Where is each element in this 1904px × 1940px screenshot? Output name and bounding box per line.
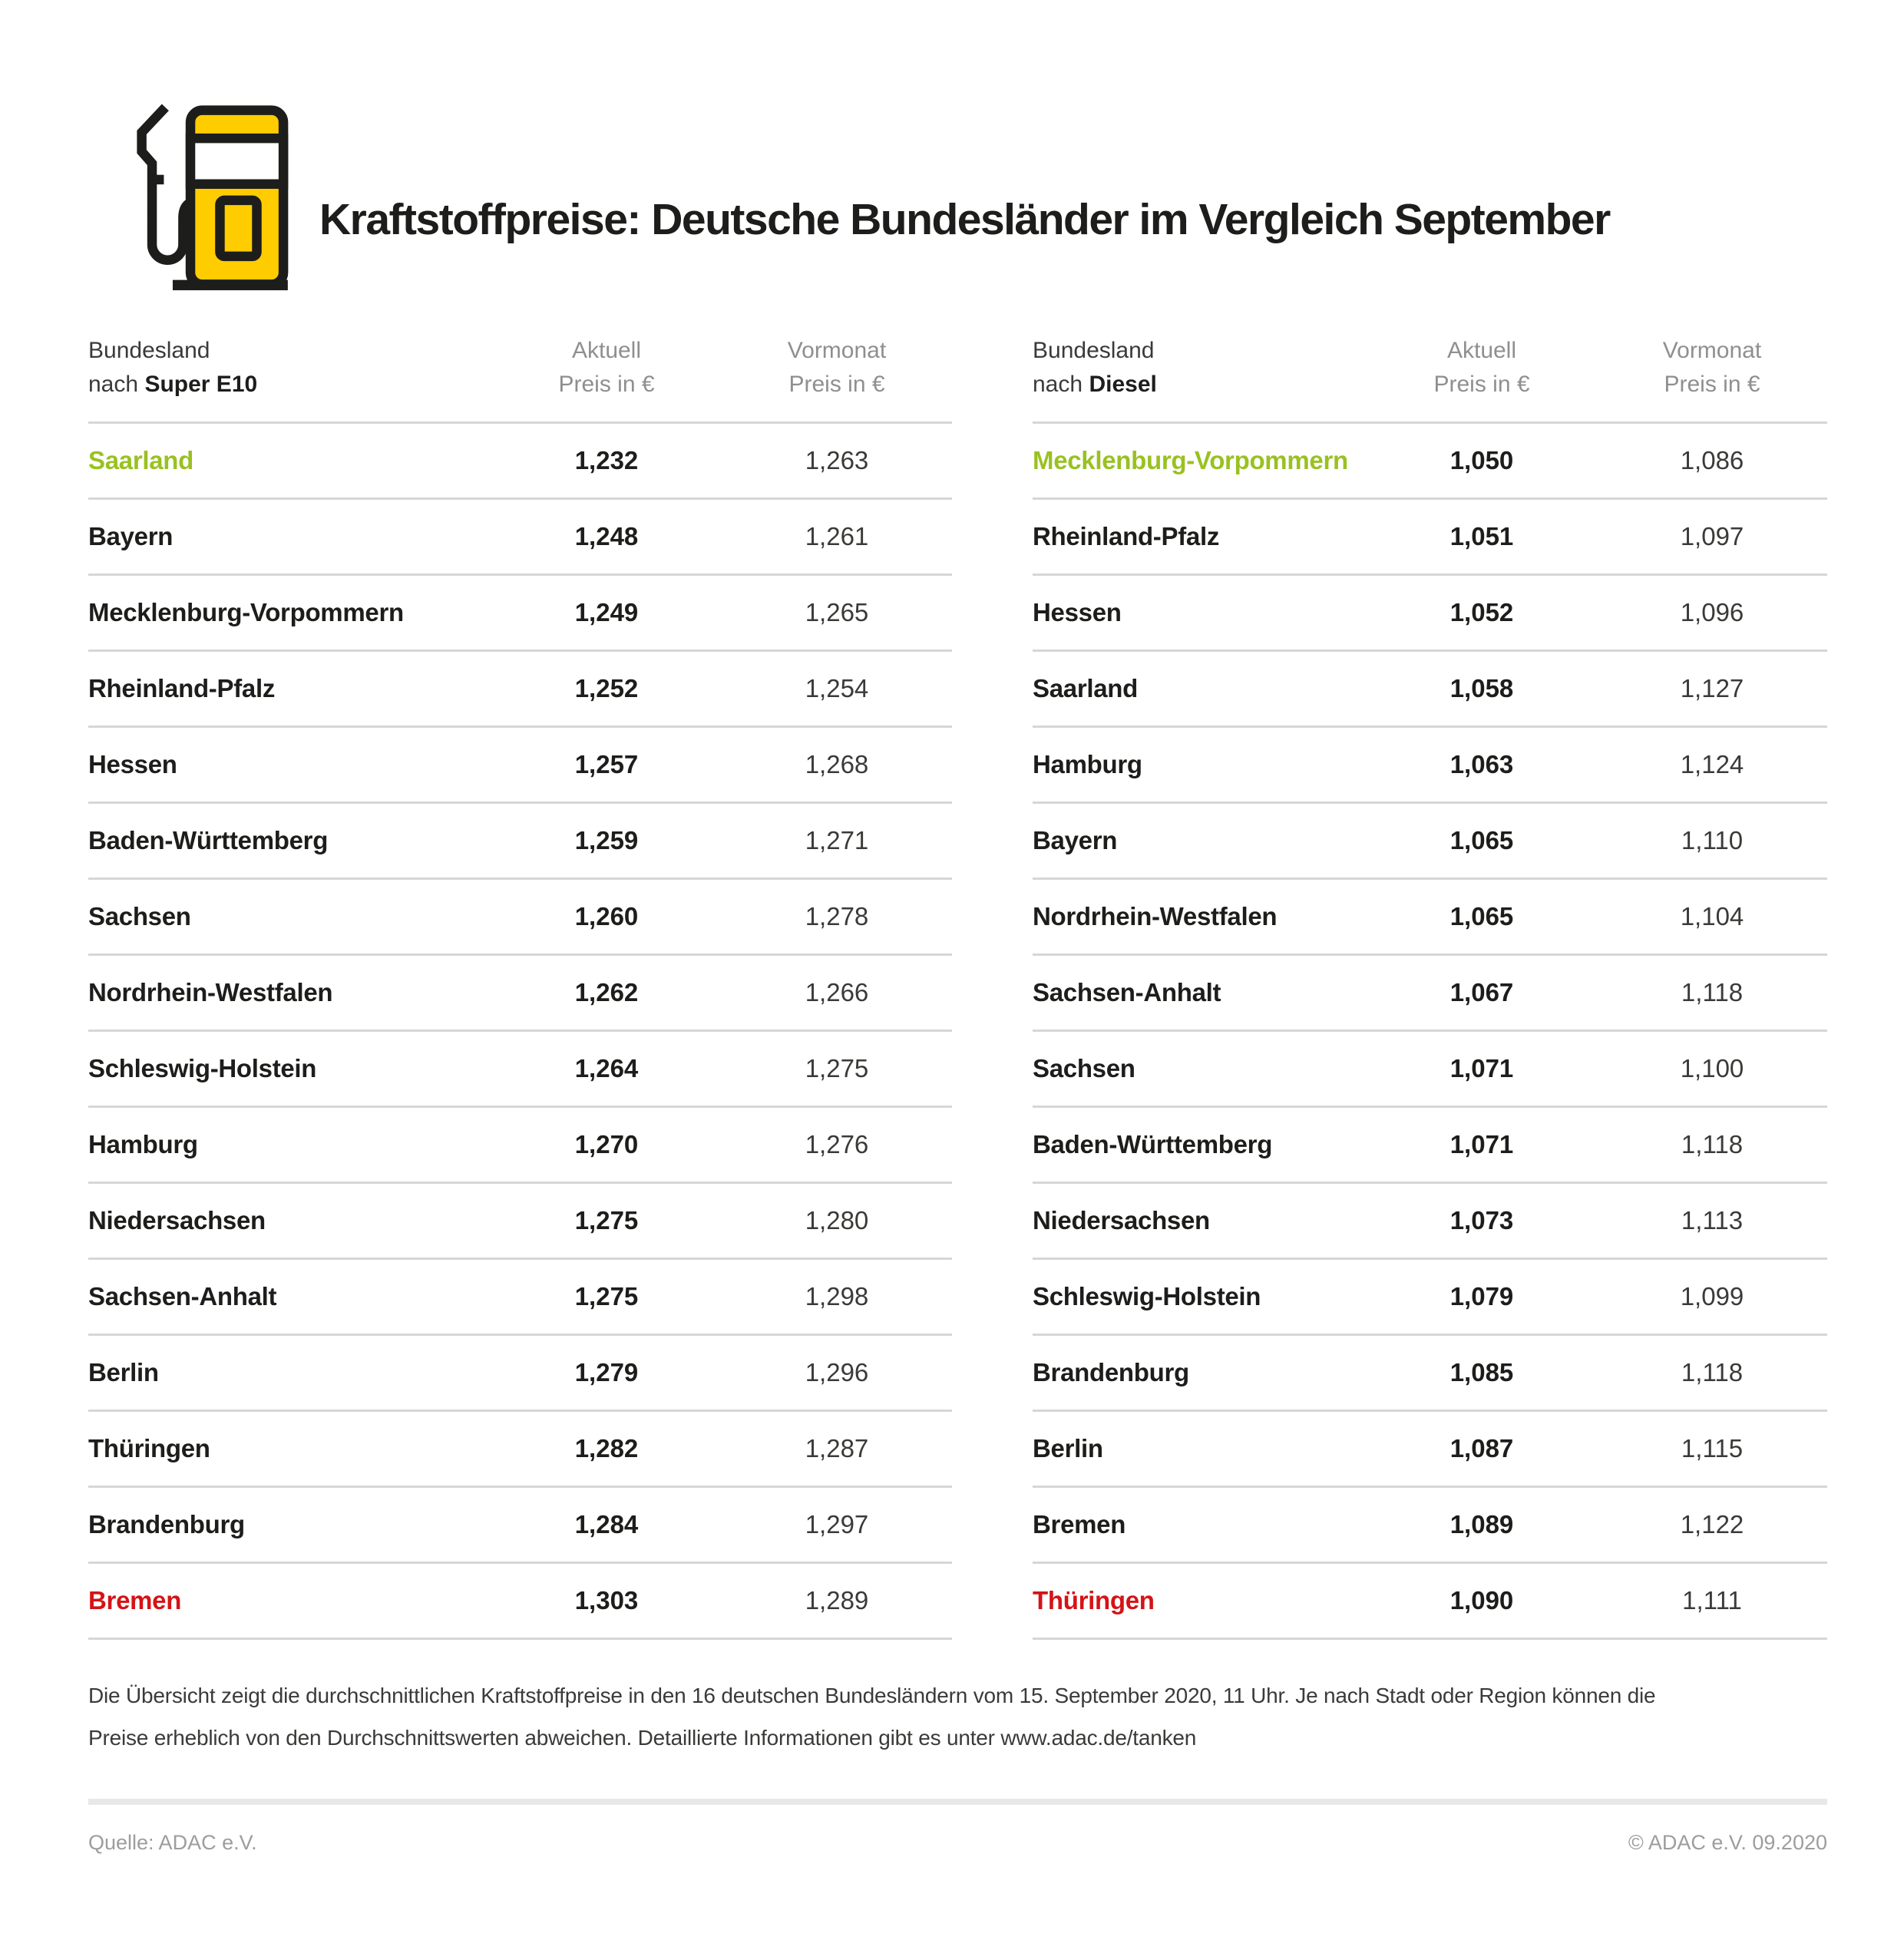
vormonat-price-cell: 1,280 bbox=[805, 1206, 869, 1234]
aktuell-price-cell: 1,264 bbox=[574, 1054, 639, 1082]
table-row bbox=[1033, 956, 1827, 1032]
fuel-pump-icon bbox=[134, 100, 304, 299]
aktuell-price-cell: 1,090 bbox=[1449, 1586, 1514, 1614]
table-row bbox=[1033, 1564, 1827, 1640]
aktuell-price-cell: 1,052 bbox=[1449, 598, 1514, 626]
column-header-aktuell: Aktuell Preis in € bbox=[1433, 338, 1530, 397]
vormonat-price-cell: 1,115 bbox=[1681, 1434, 1744, 1462]
table-row bbox=[1033, 1032, 1827, 1108]
table-row bbox=[1033, 576, 1827, 652]
column-header-bundesland bbox=[88, 334, 491, 402]
table-row bbox=[88, 880, 952, 956]
aktuell-price-cell: 1,050 bbox=[1449, 446, 1514, 474]
aktuell-price-cell: 1,249 bbox=[574, 598, 639, 626]
vormonat-price-cell: 1,118 bbox=[1681, 1130, 1744, 1158]
table-row bbox=[1033, 500, 1827, 576]
nach-label: nach bbox=[88, 372, 139, 397]
bundesland-cell: Sachsen-Anhalt bbox=[1033, 978, 1221, 1006]
table-row bbox=[1033, 1260, 1827, 1336]
footer bbox=[88, 1831, 1827, 1855]
table-header bbox=[88, 334, 952, 424]
fuel-type-label: Super E10 bbox=[144, 372, 258, 397]
vormonat-price-cell: 1,276 bbox=[805, 1130, 869, 1158]
column-header-aktuell: Aktuell Preis in € bbox=[558, 338, 655, 397]
vormonat-price-cell: 1,268 bbox=[805, 750, 869, 778]
footnote-line-2: Preise erheblich von den Durchschnittswerten abweichen. Detaillierte Informationen gibt es unter www.adac.de/tanken bbox=[88, 1726, 1197, 1750]
aktuell-price-cell: 1,252 bbox=[574, 674, 639, 702]
vormonat-price-cell: 1,118 bbox=[1681, 978, 1744, 1006]
table-row bbox=[1033, 1108, 1827, 1184]
bundesland-cell: Thüringen bbox=[88, 1434, 210, 1462]
footnote bbox=[88, 1674, 1827, 1759]
table-super-e10 bbox=[88, 334, 952, 1640]
bundesland-cell: Mecklenburg-Vorpommern bbox=[1033, 446, 1348, 474]
bundesland-cell: Bremen bbox=[1033, 1510, 1126, 1538]
column-header-vormonat: Vormonat Preis in € bbox=[787, 338, 887, 397]
table-row bbox=[88, 1564, 952, 1640]
column-header-bundesland bbox=[1033, 334, 1367, 402]
bundesland-cell: Rheinland-Pfalz bbox=[1033, 522, 1220, 550]
table-row bbox=[1033, 804, 1827, 880]
aktuell-price-cell: 1,275 bbox=[574, 1206, 639, 1234]
vormonat-price-cell: 1,096 bbox=[1680, 598, 1744, 626]
vormonat-price-cell: 1,289 bbox=[805, 1586, 869, 1614]
nach-label: nach bbox=[1033, 372, 1083, 397]
bundesland-cell: Sachsen-Anhalt bbox=[88, 1282, 277, 1310]
bundesland-cell: Nordrhein-Westfalen bbox=[88, 978, 333, 1006]
table-row bbox=[1033, 1184, 1827, 1260]
aktuell-price-cell: 1,079 bbox=[1449, 1282, 1514, 1310]
vormonat-price-cell: 1,287 bbox=[805, 1434, 869, 1462]
bundesland-cell: Saarland bbox=[88, 446, 193, 474]
aktuell-price-cell: 1,232 bbox=[574, 446, 639, 474]
aktuell-price-cell: 1,089 bbox=[1449, 1510, 1514, 1538]
bundesland-cell: Berlin bbox=[88, 1358, 159, 1386]
page-title: Kraftstoffpreise: Deutsche Bundesländer im Vergleich September bbox=[319, 195, 1610, 244]
table-body bbox=[88, 424, 952, 1640]
bundesland-cell: Saarland bbox=[1033, 674, 1138, 702]
bundesland-cell: Baden-Württemberg bbox=[1033, 1130, 1273, 1158]
vormonat-price-cell: 1,296 bbox=[805, 1358, 869, 1386]
bundesland-label: Bundesland bbox=[88, 338, 210, 363]
table-row bbox=[88, 424, 952, 500]
aktuell-price-cell: 1,284 bbox=[574, 1510, 639, 1538]
vormonat-price-cell: 1,266 bbox=[805, 978, 869, 1006]
footer-divider bbox=[88, 1799, 1827, 1805]
source-label: Quelle: ADAC e.V. bbox=[88, 1831, 257, 1854]
table-row bbox=[1033, 1488, 1827, 1564]
bundesland-cell: Bayern bbox=[88, 522, 174, 550]
aktuell-price-cell: 1,248 bbox=[574, 522, 639, 550]
fuel-type-label: Diesel bbox=[1089, 372, 1157, 397]
table-row bbox=[1033, 424, 1827, 500]
table-header bbox=[1033, 334, 1827, 424]
table-row bbox=[88, 1108, 952, 1184]
vormonat-price-cell: 1,265 bbox=[805, 598, 869, 626]
table-row bbox=[1033, 1412, 1827, 1488]
column-header-vormonat: Vormonat Preis in € bbox=[1662, 338, 1762, 397]
bundesland-cell: Berlin bbox=[1033, 1434, 1103, 1462]
table-row bbox=[88, 1412, 952, 1488]
vormonat-price-cell: 1,100 bbox=[1680, 1054, 1744, 1082]
table-row bbox=[88, 1184, 952, 1260]
bundesland-cell: Hessen bbox=[88, 750, 177, 778]
aktuell-price-cell: 1,067 bbox=[1449, 978, 1514, 1006]
bundesland-cell: Bremen bbox=[88, 1586, 182, 1614]
copyright-label: © ADAC e.V. 09.2020 bbox=[1628, 1831, 1827, 1854]
aktuell-price-cell: 1,085 bbox=[1449, 1358, 1514, 1386]
aktuell-price-cell: 1,073 bbox=[1449, 1206, 1514, 1234]
table-body bbox=[1033, 424, 1827, 1640]
table-row bbox=[88, 728, 952, 804]
aktuell-price-cell: 1,071 bbox=[1449, 1130, 1514, 1158]
table-row bbox=[1033, 652, 1827, 728]
aktuell-price-cell: 1,303 bbox=[574, 1586, 639, 1614]
bundesland-cell: Niedersachsen bbox=[1033, 1206, 1210, 1234]
bundesland-cell: Thüringen bbox=[1033, 1586, 1155, 1614]
masthead bbox=[88, 100, 1827, 299]
bundesland-cell: Brandenburg bbox=[88, 1510, 245, 1538]
vormonat-price-cell: 1,111 bbox=[1682, 1586, 1742, 1614]
vormonat-price-cell: 1,099 bbox=[1680, 1282, 1744, 1310]
vormonat-price-cell: 1,104 bbox=[1680, 902, 1744, 930]
table-row bbox=[88, 576, 952, 652]
table-row bbox=[88, 1336, 952, 1412]
vormonat-price-cell: 1,298 bbox=[805, 1282, 869, 1310]
tables-area bbox=[88, 334, 1827, 1640]
aktuell-price-cell: 1,058 bbox=[1449, 674, 1514, 702]
vormonat-price-cell: 1,122 bbox=[1680, 1510, 1744, 1538]
vormonat-price-cell: 1,124 bbox=[1680, 750, 1744, 778]
aktuell-price-cell: 1,282 bbox=[574, 1434, 639, 1462]
bundesland-cell: Hessen bbox=[1033, 598, 1122, 626]
bundesland-cell: Nordrhein-Westfalen bbox=[1033, 902, 1278, 930]
bundesland-cell: Schleswig-Holstein bbox=[1033, 1282, 1261, 1310]
bundesland-cell: Schleswig-Holstein bbox=[88, 1054, 317, 1082]
aktuell-price-cell: 1,065 bbox=[1449, 826, 1514, 854]
aktuell-price-cell: 1,051 bbox=[1449, 522, 1514, 550]
vormonat-price-cell: 1,086 bbox=[1680, 446, 1744, 474]
bundesland-label: Bundesland bbox=[1033, 338, 1155, 363]
vormonat-price-cell: 1,110 bbox=[1681, 826, 1744, 854]
vormonat-price-cell: 1,261 bbox=[805, 522, 869, 550]
aktuell-price-cell: 1,257 bbox=[574, 750, 639, 778]
bundesland-cell: Sachsen bbox=[1033, 1054, 1135, 1082]
bundesland-cell: Baden-Württemberg bbox=[88, 826, 329, 854]
table-row bbox=[1033, 880, 1827, 956]
bundesland-cell: Niedersachsen bbox=[88, 1206, 266, 1234]
vormonat-price-cell: 1,113 bbox=[1681, 1206, 1744, 1234]
aktuell-price-cell: 1,065 bbox=[1449, 902, 1514, 930]
bundesland-cell: Mecklenburg-Vorpommern bbox=[88, 598, 404, 626]
vormonat-price-cell: 1,263 bbox=[805, 446, 869, 474]
vormonat-price-cell: 1,254 bbox=[805, 674, 869, 702]
table-row bbox=[1033, 1336, 1827, 1412]
vormonat-price-cell: 1,278 bbox=[805, 902, 869, 930]
aktuell-price-cell: 1,087 bbox=[1449, 1434, 1514, 1462]
vormonat-price-cell: 1,271 bbox=[805, 826, 869, 854]
aktuell-price-cell: 1,063 bbox=[1449, 750, 1514, 778]
bundesland-cell: Sachsen bbox=[88, 902, 191, 930]
table-row bbox=[88, 1260, 952, 1336]
bundesland-cell: Hamburg bbox=[88, 1130, 198, 1158]
aktuell-price-cell: 1,071 bbox=[1449, 1054, 1514, 1082]
aktuell-price-cell: 1,259 bbox=[574, 826, 639, 854]
table-row bbox=[88, 804, 952, 880]
aktuell-price-cell: 1,275 bbox=[574, 1282, 639, 1310]
table-row bbox=[88, 652, 952, 728]
vormonat-price-cell: 1,127 bbox=[1680, 674, 1744, 702]
aktuell-price-cell: 1,279 bbox=[574, 1358, 639, 1386]
bundesland-cell: Brandenburg bbox=[1033, 1358, 1189, 1386]
table-row bbox=[88, 1032, 952, 1108]
footnote-line-1: Die Übersicht zeigt die durchschnittlichen Kraftstoffpreise in den 16 deutschen Bundesländern vom 15. September 2020, 11 Uhr. Je nach Stadt oder Region können die bbox=[88, 1684, 1656, 1707]
vormonat-price-cell: 1,097 bbox=[1680, 522, 1744, 550]
table-row bbox=[1033, 728, 1827, 804]
vormonat-price-cell: 1,297 bbox=[805, 1510, 869, 1538]
table-row bbox=[88, 956, 952, 1032]
aktuell-price-cell: 1,270 bbox=[574, 1130, 639, 1158]
table-row bbox=[88, 500, 952, 576]
aktuell-price-cell: 1,262 bbox=[574, 978, 639, 1006]
vormonat-price-cell: 1,275 bbox=[805, 1054, 869, 1082]
bundesland-cell: Rheinland-Pfalz bbox=[88, 674, 276, 702]
bundesland-cell: Hamburg bbox=[1033, 750, 1142, 778]
table-diesel bbox=[1033, 334, 1827, 1640]
bundesland-cell: Bayern bbox=[1033, 826, 1118, 854]
table-row bbox=[88, 1488, 952, 1564]
aktuell-price-cell: 1,260 bbox=[574, 902, 639, 930]
vormonat-price-cell: 1,118 bbox=[1681, 1358, 1744, 1386]
